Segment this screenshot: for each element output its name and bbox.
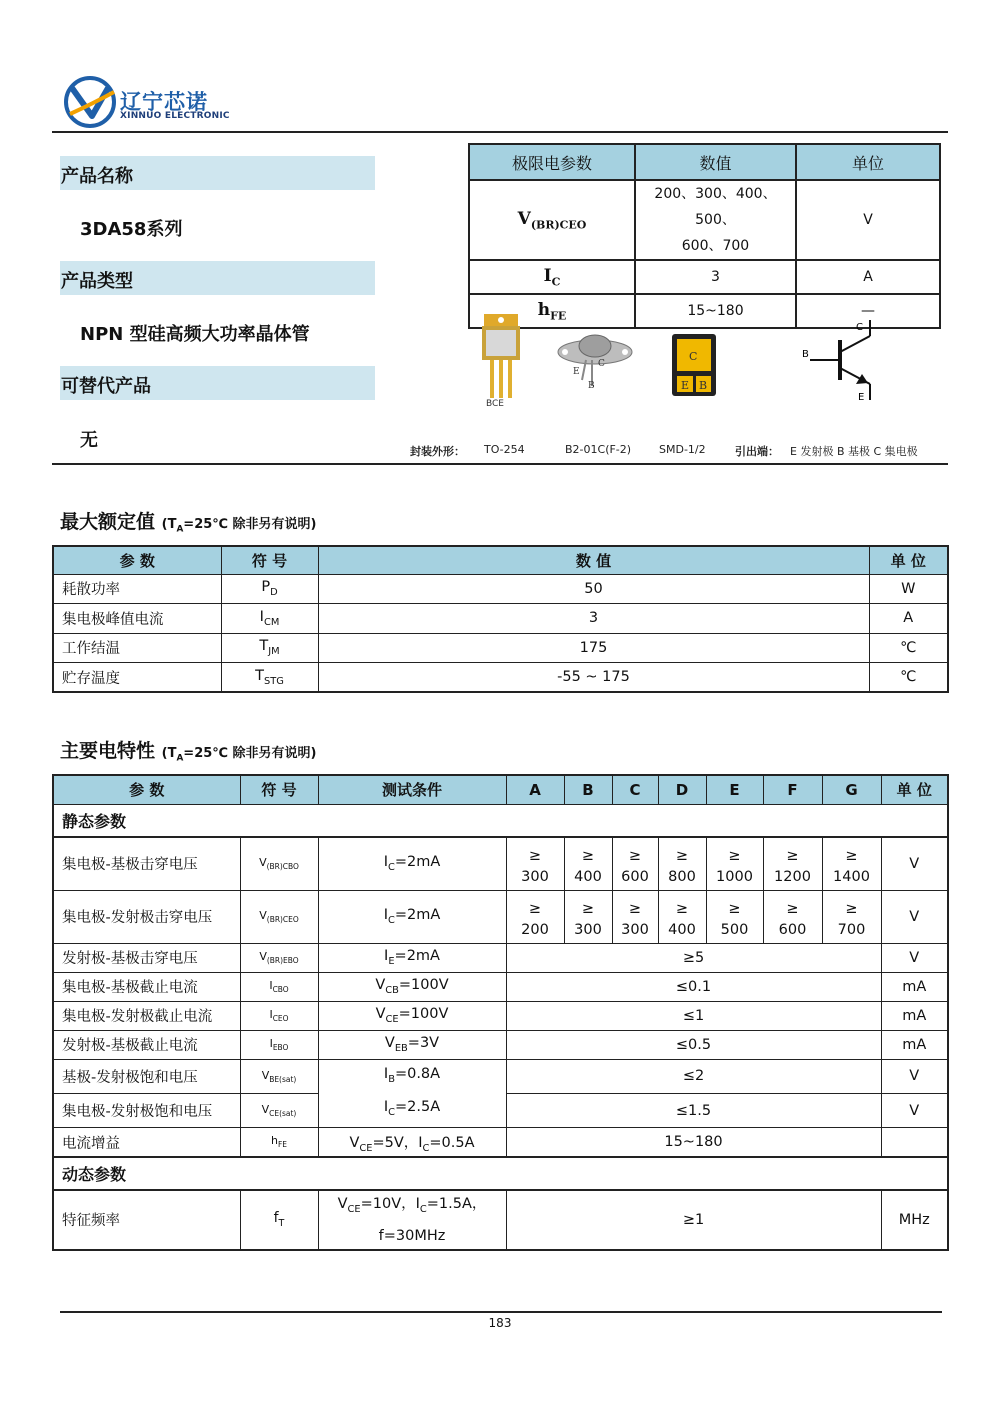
alt-product-label: 可替代产品 <box>60 366 375 400</box>
table-header-row <box>53 546 948 574</box>
value-cell: ≥ 300 <box>564 890 612 943</box>
table-row <box>53 1001 948 1030</box>
unit-cell: — <box>796 294 940 328</box>
col-header: A <box>506 775 564 804</box>
sch-c-label: C <box>856 322 863 333</box>
param-cell: 集电极峰值电流 <box>53 604 221 634</box>
package-label: 封装外形： <box>410 445 465 458</box>
b2-b-label: B <box>588 381 595 390</box>
condition-cell: $V_{CB}=100V$ <box>318 972 506 1001</box>
unit-cell: W <box>869 574 948 604</box>
value-cell: 50 <box>318 574 869 604</box>
unit-cell: MHz <box>881 1190 948 1250</box>
table-row <box>469 180 940 260</box>
unit-cell: mA <box>881 1030 948 1059</box>
table-row <box>53 837 948 890</box>
col-header: D <box>658 775 706 804</box>
param-cell: 基极-发射极饱和电压 <box>53 1059 240 1093</box>
symbol-cell: $f_T$ <box>240 1190 318 1250</box>
condition-cell: $I_E=2mA$ <box>318 943 506 972</box>
table-row <box>53 890 948 943</box>
table-row <box>53 1190 948 1250</box>
col-header: 符 号 <box>221 546 318 574</box>
symbol-cell: $V_{(BR)CBO}$ <box>240 837 318 890</box>
param-cell: 集电极-基极击穿电压 <box>53 837 240 890</box>
col-header: 单 位 <box>869 546 948 574</box>
value-cell: ≤0.1 <box>506 972 881 1001</box>
static-params-label: 静态参数 <box>53 804 948 837</box>
condition-cell: $I_B=0.8A$ $I_C=2.5A$ <box>318 1059 506 1128</box>
pin-description: E 发射极 B 基极 C 集电极 <box>790 445 918 458</box>
product-type-value: NPN 型硅高频大功率晶体管 <box>80 324 310 345</box>
header-divider <box>52 131 948 133</box>
condition-cell: $V_{CE}=100V$ <box>318 1001 506 1030</box>
param-cell: 贮存温度 <box>53 663 221 693</box>
footer-divider <box>60 1311 942 1313</box>
to254-package-image <box>476 312 536 410</box>
logo-company-en: XINNUO ELECTRONIC <box>120 111 230 121</box>
col-header: 符 号 <box>240 775 318 804</box>
sch-e-label: E <box>858 392 865 402</box>
unit-cell: V <box>881 890 948 943</box>
condition-cell: $I_C=2mA$ <box>318 837 506 890</box>
col-header: C <box>612 775 658 804</box>
symbol-cell: $I_C$ <box>469 260 635 294</box>
to254-pin-label: BCE <box>486 399 504 409</box>
value-cell: ≥ 800 <box>658 837 706 890</box>
package-smd: SMD-1/2 <box>659 443 706 456</box>
col-header: 参 数 <box>53 775 240 804</box>
unit-cell: V <box>881 1059 948 1093</box>
col-header: 单位 <box>796 144 940 180</box>
max-ratings-table <box>52 545 949 693</box>
value-cell: ≥ 400 <box>658 890 706 943</box>
unit-cell: ℃ <box>869 633 948 663</box>
param-cell: 发射极-基极截止电流 <box>53 1030 240 1059</box>
value-cell: ≥5 <box>506 943 881 972</box>
limit-params-table <box>468 143 941 329</box>
max-ratings-title: 最大额定值 ($T_A=25℃$ 除非另有说明) <box>60 511 317 535</box>
group-row <box>53 804 948 837</box>
param-cell: 耗散功率 <box>53 574 221 604</box>
unit-cell: V <box>881 837 948 890</box>
condition-cell: $V_{CE}=10V$，$I_C=1.5A$， f=30MHz <box>318 1190 506 1250</box>
product-type-label: 产品类型 <box>60 261 375 295</box>
symbol-cell: $V_{(BR)CEO}$ <box>240 890 318 943</box>
table-row <box>53 574 948 604</box>
value-cell: ≥ 1200 <box>763 837 822 890</box>
condition-cell: $V_{EB}=3V$ <box>318 1030 506 1059</box>
col-header: 数值 <box>635 144 796 180</box>
param-cell: 集电极-发射极饱和电压 <box>53 1093 240 1127</box>
value-cell: ≥ 600 <box>612 837 658 890</box>
unit-cell: ℃ <box>869 663 948 693</box>
b2-c-label: C <box>598 359 605 369</box>
unit-cell: mA <box>881 1001 948 1030</box>
col-header: 参 数 <box>53 546 221 574</box>
group-row <box>53 1157 948 1190</box>
dynamic-params-label: 动态参数 <box>53 1157 948 1190</box>
smd-package-image <box>670 332 718 398</box>
table-row <box>53 663 948 693</box>
table-row <box>53 1059 948 1093</box>
value-cell: 3 <box>635 260 796 294</box>
symbol-cell: $I_{CBO}$ <box>240 972 318 1001</box>
value-cell: ≥ 600 <box>763 890 822 943</box>
table-row <box>53 972 948 1001</box>
electrical-table <box>52 774 949 1251</box>
symbol-cell: $I_{CEO}$ <box>240 1001 318 1030</box>
value-cell: ≥ 200 <box>506 890 564 943</box>
symbol-cell: $V_{BE(sat)}$ <box>240 1059 318 1093</box>
symbol-cell: $P_D$ <box>221 574 318 604</box>
package-to254: TO-254 <box>484 443 525 456</box>
value-cell: ≥1 <box>506 1190 881 1250</box>
col-header: F <box>763 775 822 804</box>
table-header-row <box>469 144 940 180</box>
value-cell: 15~180 <box>506 1128 881 1157</box>
table-row <box>469 260 940 294</box>
value-cell: ≥ 1000 <box>706 837 763 890</box>
table-row <box>53 943 948 972</box>
symbol-cell: $h_{FE}$ <box>469 294 635 328</box>
value-cell: 175 <box>318 633 869 663</box>
col-header: 测试条件 <box>318 775 506 804</box>
b2-e-label: E <box>573 367 580 377</box>
condition-cell: $V_{CE}=5V$，$I_C=0.5A$ <box>318 1128 506 1157</box>
value-cell: 200、300、400、500、 600、700 <box>635 180 796 260</box>
unit-cell: V <box>881 1093 948 1127</box>
symbol-cell: $V_{CE(sat)}$ <box>240 1093 318 1127</box>
table-row <box>53 633 948 663</box>
smd-c-label: C <box>689 350 698 363</box>
param-cell: 集电极-发射极击穿电压 <box>53 890 240 943</box>
col-header: G <box>822 775 881 804</box>
symbol-cell: $V_{(BR)CEO}$ <box>469 180 635 260</box>
value-cell: ≥ 700 <box>822 890 881 943</box>
value-cell: 15~180 <box>635 294 796 328</box>
value-cell: ≤0.5 <box>506 1030 881 1059</box>
product-name-value: 3DA58系列 <box>80 219 183 240</box>
symbol-cell: $T_{JM}$ <box>221 633 318 663</box>
section-divider <box>52 463 948 465</box>
symbol-cell: $T_{STG}$ <box>221 663 318 693</box>
col-header: 单 位 <box>881 775 948 804</box>
smd-e-label: E <box>681 379 690 392</box>
value-cell: ≤1 <box>506 1001 881 1030</box>
logo-company-cn: 辽宁芯诺 <box>120 90 208 114</box>
product-name-label: 产品名称 <box>60 156 375 190</box>
page-number: 183 <box>488 1316 512 1330</box>
symbol-cell: $I_{EBO}$ <box>240 1030 318 1059</box>
table-row <box>53 1128 948 1157</box>
symbol-cell: $h_{FE}$ <box>240 1128 318 1157</box>
unit-cell: A <box>869 604 948 634</box>
alt-product-value: 无 <box>80 430 98 451</box>
pin-label: 引出端： <box>735 445 779 458</box>
col-header: 数 值 <box>318 546 869 574</box>
col-header: 极限电参数 <box>469 144 635 180</box>
table-row <box>53 604 948 634</box>
param-cell: 发射极-基极击穿电压 <box>53 943 240 972</box>
sch-b-label: B <box>802 349 809 360</box>
value-cell: 3 <box>318 604 869 634</box>
electrical-title: 主要电特性 ($T_A=25℃$ 除非另有说明) <box>60 740 317 764</box>
table-header-row <box>53 775 948 804</box>
value-cell: ≥ 300 <box>506 837 564 890</box>
param-cell: 工作结温 <box>53 633 221 663</box>
symbol-cell: $I_{CM}$ <box>221 604 318 634</box>
unit-cell: A <box>796 260 940 294</box>
unit-cell: V <box>881 943 948 972</box>
value-cell: ≤1.5 <box>506 1093 881 1127</box>
value-cell: ≥ 400 <box>564 837 612 890</box>
package-b2-01c: B2-01C(F-2) <box>565 443 632 456</box>
value-cell: -55 ~ 175 <box>318 663 869 693</box>
param-cell: 集电极-基极截止电流 <box>53 972 240 1001</box>
col-header: B <box>564 775 612 804</box>
value-cell: ≤2 <box>506 1059 881 1093</box>
unit-cell <box>881 1128 948 1157</box>
condition-cell: $I_C=2mA$ <box>318 890 506 943</box>
unit-cell: mA <box>881 972 948 1001</box>
table-row <box>53 1030 948 1059</box>
param-cell: 集电极-发射极截止电流 <box>53 1001 240 1030</box>
value-cell: ≥ 500 <box>706 890 763 943</box>
param-cell: 电流增益 <box>53 1128 240 1157</box>
b2-01c-package-image <box>556 330 634 390</box>
logo-mark <box>62 74 118 130</box>
value-cell: ≥ 1400 <box>822 837 881 890</box>
param-cell: 特征频率 <box>53 1190 240 1250</box>
unit-cell: V <box>796 180 940 260</box>
npn-schematic-symbol <box>796 318 886 402</box>
smd-b-label: B <box>699 379 708 392</box>
symbol-cell: $V_{(BR)EBO}$ <box>240 943 318 972</box>
value-cell: ≥ 300 <box>612 890 658 943</box>
col-header: E <box>706 775 763 804</box>
